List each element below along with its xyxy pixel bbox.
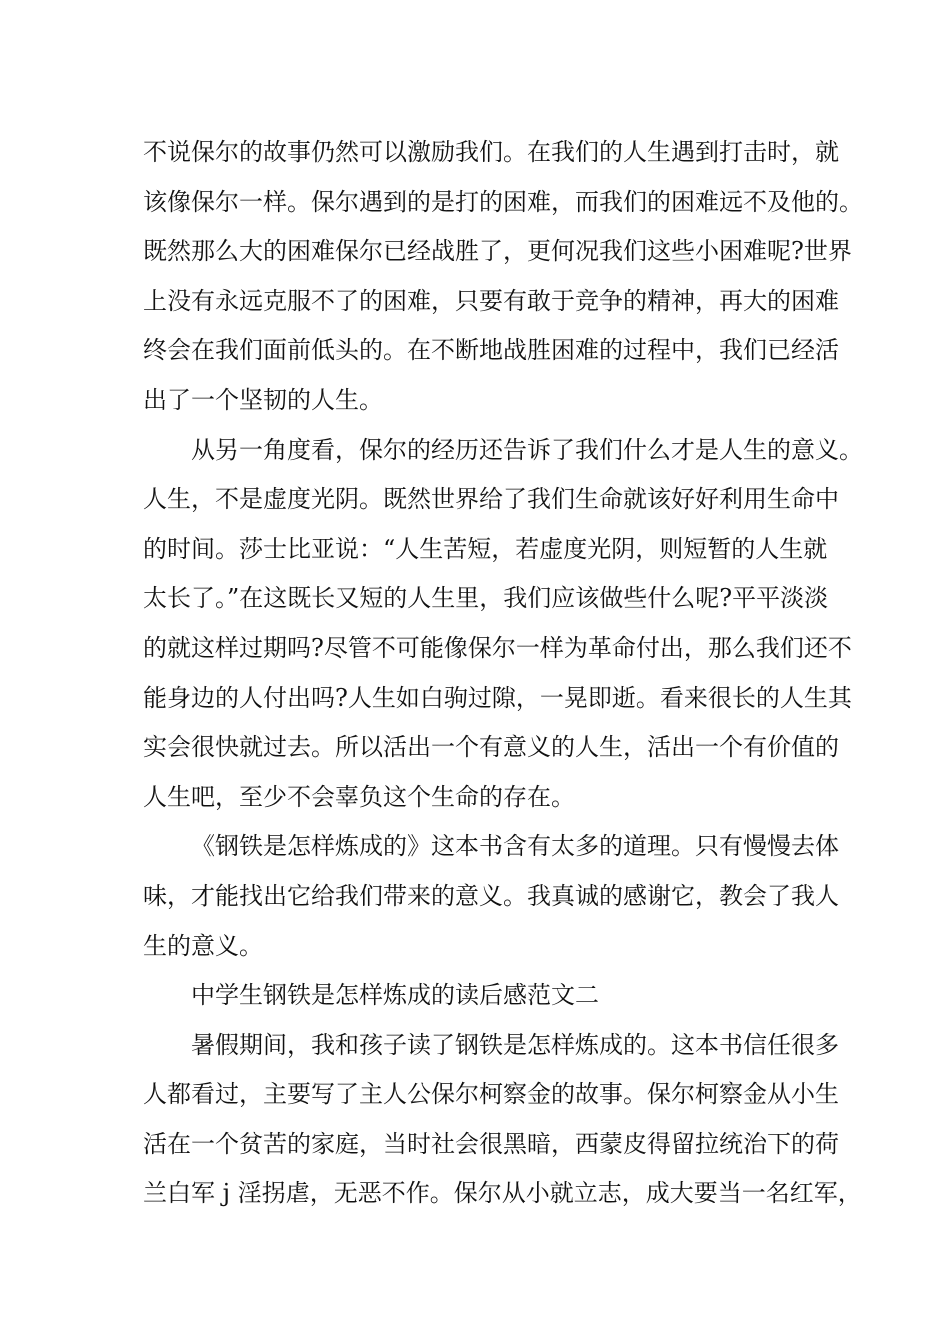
text-line: 活在一个贫苦的家庭，当时社会很黑暗，西蒙皮得留拉统治下的荷 bbox=[143, 1129, 839, 1158]
text-line: 的就这样过期吗?尽管不可能像保尔一样为革命付出，那么我们还不 bbox=[143, 633, 852, 662]
document-body bbox=[143, 128, 863, 1219]
text-line: 人生，不是虚度光阴。既然世界给了我们生命就该好好利用生命中 bbox=[143, 485, 839, 514]
text-line: 人都看过，主要写了主人公保尔柯察金的故事。保尔柯察金从小生 bbox=[143, 1080, 839, 1109]
text-line: 人生吧，至少不会辜负这个生命的存在。 bbox=[143, 782, 575, 811]
text-line: 从另一角度看，保尔的经历还告诉了我们什么才是人生的意义。 bbox=[191, 435, 863, 464]
text-line: 该像保尔一样。保尔遇到的是打的困难，而我们的困难远不及他的。 bbox=[143, 187, 863, 216]
text-line: 的时间。莎士比亚说：“人生苦短，若虚度光阴，则短暂的人生就 bbox=[143, 534, 828, 563]
text-line: 暑假期间，我和孩子读了钢铁是怎样炼成的。这本书信任很多 bbox=[191, 1030, 839, 1059]
text-line: 出了一个坚韧的人生。 bbox=[143, 385, 383, 414]
text-line: 终会在我们面前低头的。在不断地战胜困难的过程中，我们已经活 bbox=[143, 336, 839, 365]
text-line: 实会很快就过去。所以活出一个有意义的人生，活出一个有价值的 bbox=[143, 733, 839, 762]
text-line: 《钢铁是怎样炼成的》这本书含有太多的道理。只有慢慢去体 bbox=[191, 832, 839, 861]
text-line: 不说保尔的故事仍然可以激励我们。在我们的人生遇到打击时，就 bbox=[143, 138, 839, 166]
text-line: 能身边的人付出吗?人生如白驹过隙，一晃即逝。看来很长的人生其 bbox=[143, 683, 852, 712]
text-line: 生的意义。 bbox=[143, 931, 263, 960]
section-heading: 中学生钢铁是怎样炼成的读后感范文二 bbox=[191, 981, 599, 1010]
text-line: 太长了。”在这既长又短的人生里，我们应该做些什么呢?平平淡淡 bbox=[143, 584, 829, 613]
text-line: 上没有永远克服不了的困难，只要有敢于竞争的精神，再大的困难 bbox=[143, 286, 839, 315]
text-line: 兰白军 j 淫拐虐，无恶不作。保尔从小就立志，成大要当一名红军， bbox=[143, 1179, 862, 1208]
text-line: 既然那么大的困难保尔已经战胜了，更何况我们这些小困难呢?世界 bbox=[143, 237, 852, 266]
text-line: 味，才能找出它给我们带来的意义。我真诚的感谢它，教会了我人 bbox=[143, 881, 839, 910]
